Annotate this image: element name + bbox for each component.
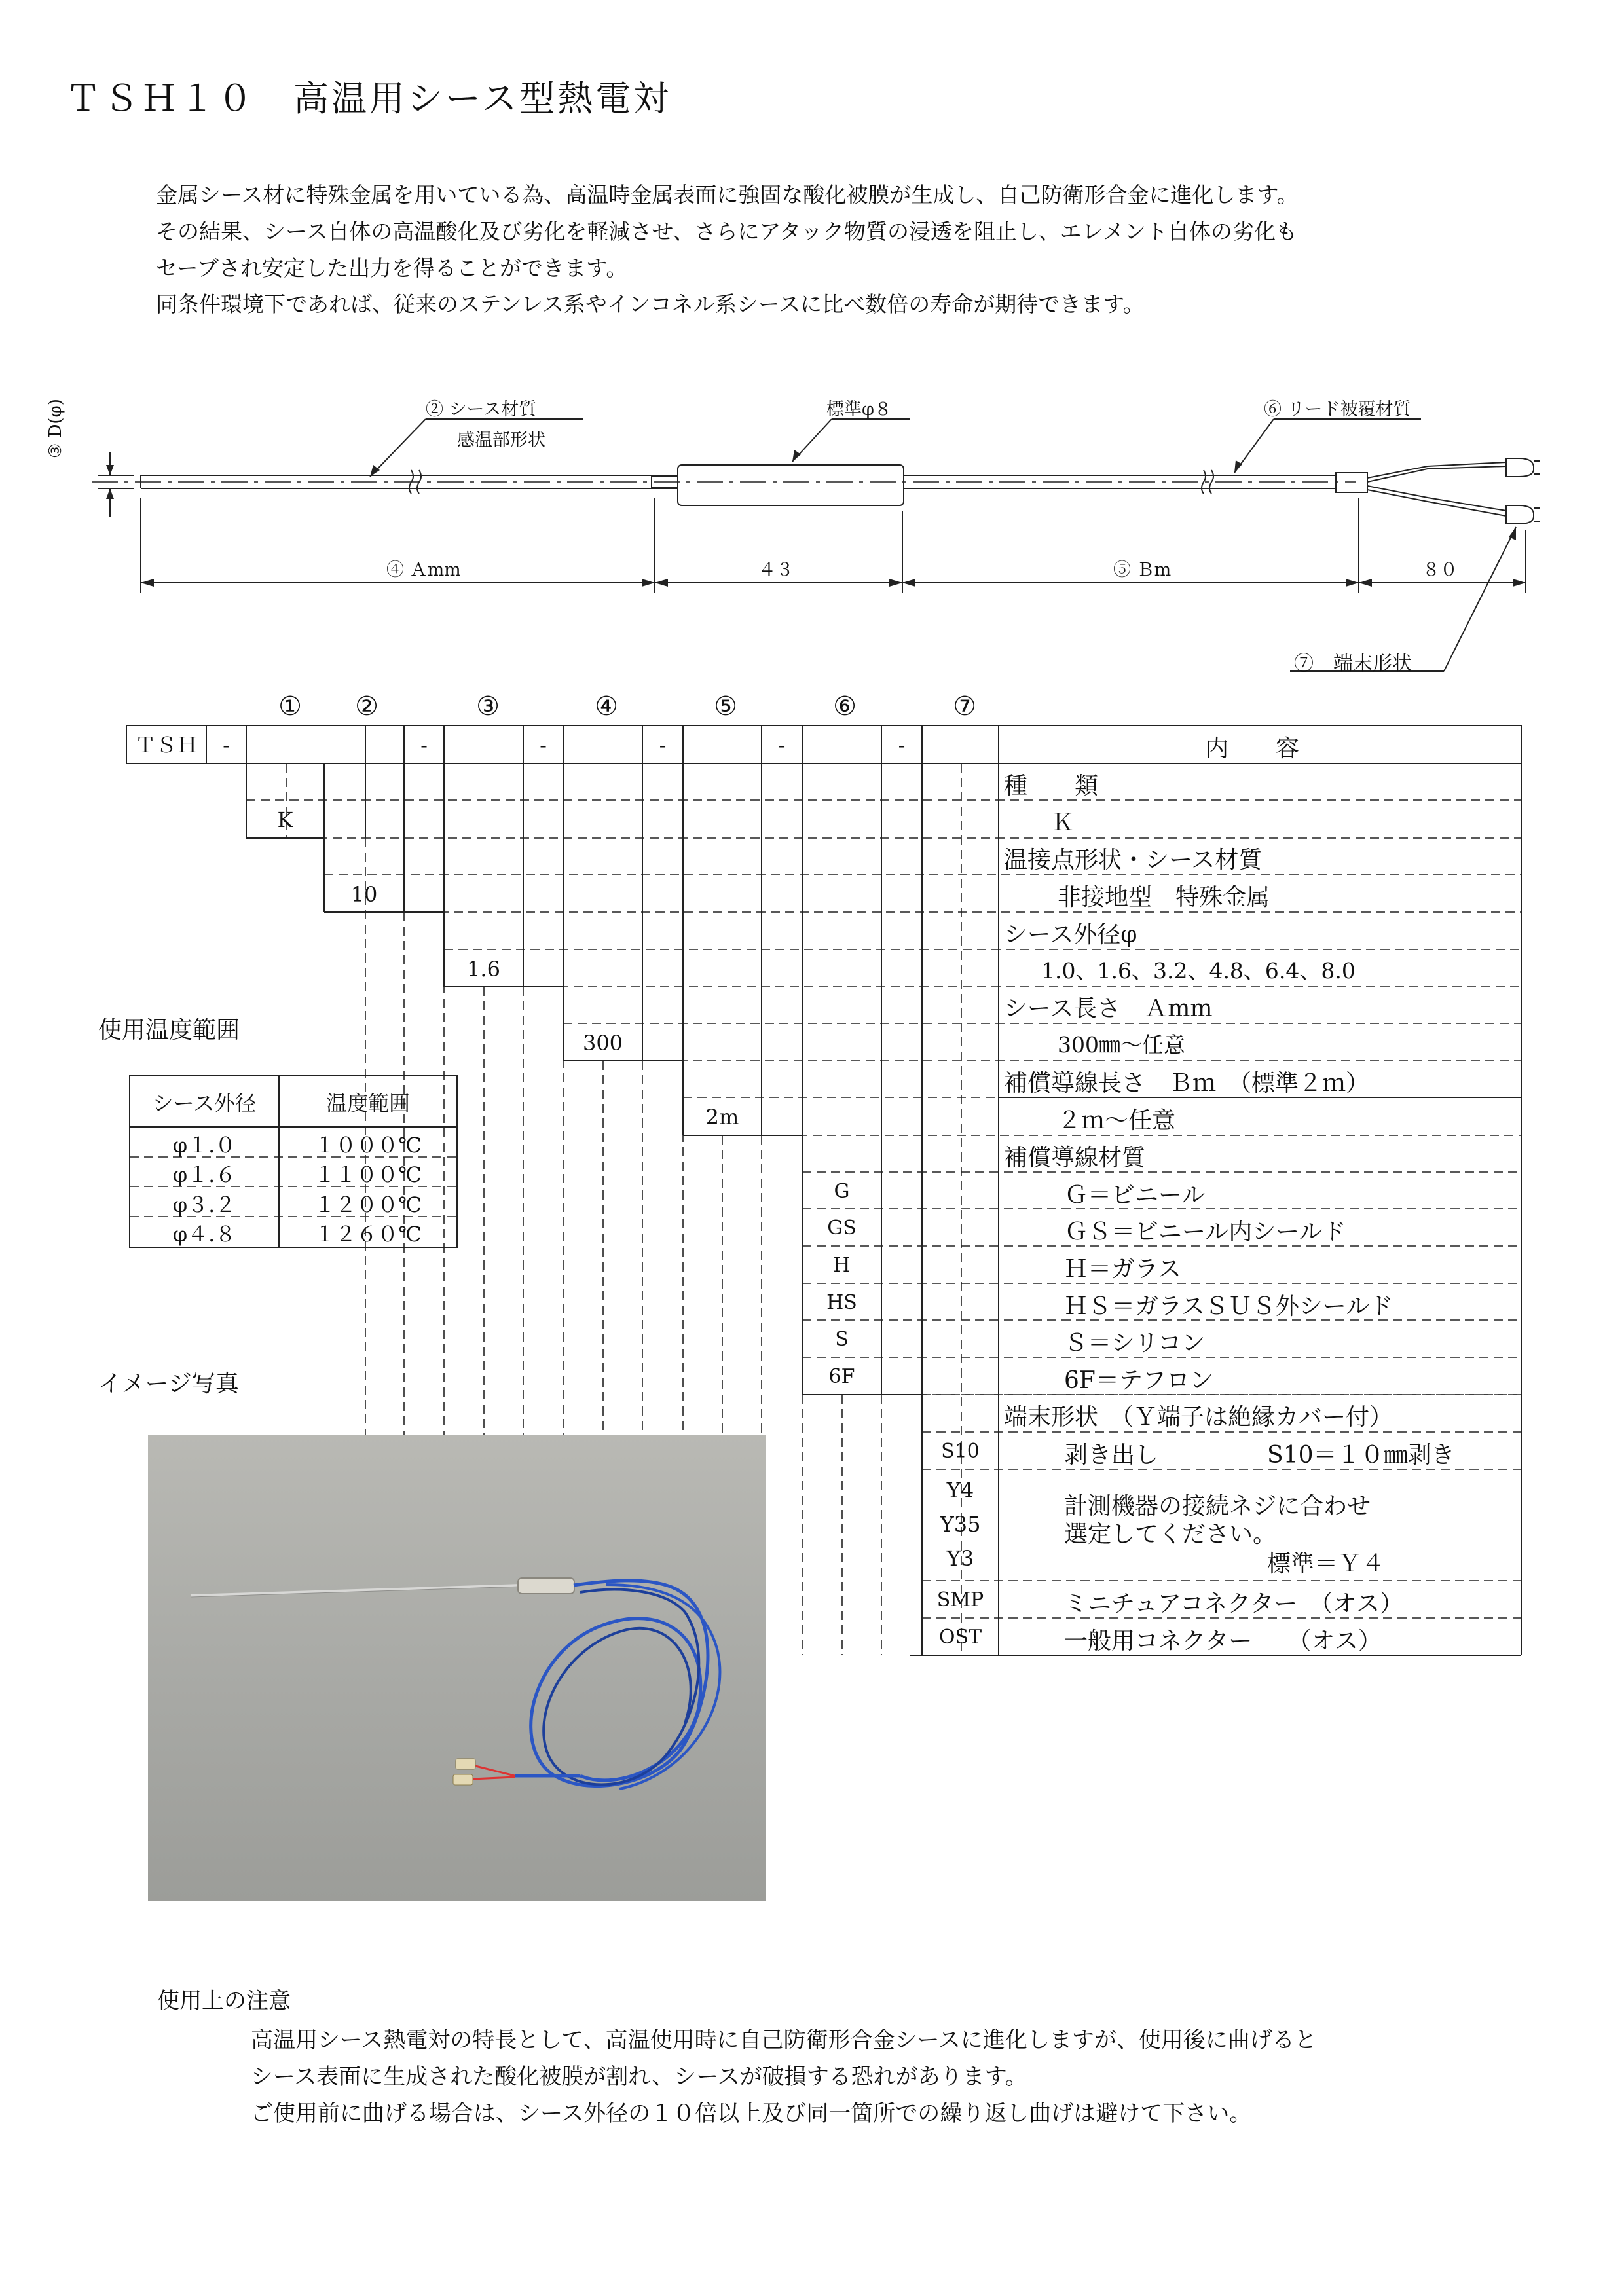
temp-row-od: φ１.６	[172, 1162, 236, 1187]
temp-row-value: １２００℃	[314, 1192, 422, 1217]
temp-col-range: 温度範囲	[325, 1091, 410, 1116]
code-dash: -	[659, 733, 667, 758]
terminal-standard: 標準＝Ｙ４	[1267, 1551, 1386, 1577]
lead-material-desc: Ｇ＝ビニール	[1064, 1182, 1206, 1209]
terminal-shape-label: ⑦ 端末形状	[1294, 652, 1412, 675]
temp-range-heading: 使用温度範囲	[98, 1017, 240, 1044]
type-label: 種 類	[1004, 773, 1099, 799]
junction-code: 10	[350, 882, 378, 907]
code-dash: -	[420, 733, 428, 758]
terminal-label: 端末形状 （Ｙ端子は絶縁カバー付）	[1004, 1404, 1393, 1431]
terminal-desc: 一般用コネクター （オス）	[1064, 1628, 1382, 1655]
content-header: 内 容	[1205, 735, 1300, 762]
lead-material-label: 補償導線材質	[1004, 1145, 1146, 1171]
circled-number: ⑦	[953, 691, 976, 722]
dimension-43-label: ４３	[758, 560, 794, 580]
lead-material-code: G	[834, 1180, 850, 1203]
terminal-code: SMP	[936, 1588, 984, 1611]
length-label: シース長さ Ａmm	[1004, 995, 1213, 1022]
terminal-code: S10	[941, 1440, 980, 1463]
lead-material-code: HS	[826, 1291, 857, 1314]
lead-cover-label: ⑥ リード被覆材質	[1264, 399, 1411, 420]
terminal-desc: 選定してください。	[1064, 1521, 1277, 1548]
lead-length-value: ２ｍ～任意	[1058, 1107, 1176, 1134]
circled-number: ④	[595, 691, 618, 722]
code-dash: -	[223, 733, 230, 758]
length-code: 300	[582, 1031, 623, 1056]
terminal-note: S10＝１０㎜剥き	[1267, 1442, 1455, 1469]
length-value: 300㎜～任意	[1058, 1032, 1185, 1057]
temp-row-od: φ４.８	[172, 1222, 236, 1247]
temp-row-value: １１００℃	[314, 1162, 422, 1187]
lead-material-desc: 6F＝テフロン	[1064, 1367, 1213, 1394]
photo-heading: イメージ写真	[98, 1370, 239, 1397]
dimension-b-label: ⑤ Ｂm	[1113, 560, 1172, 580]
sensing-shape-label: 感温部形状	[457, 430, 545, 450]
junction-label: 温接点形状・シース材質	[1004, 847, 1263, 873]
intro-line: セーブされ安定した出力を得ることができます。	[156, 255, 628, 281]
type-value: Ｋ	[1051, 809, 1075, 836]
diameter-label: ③ D(φ)	[46, 399, 65, 458]
terminal-code: Y4	[946, 1478, 974, 1503]
code-dash: -	[898, 733, 906, 758]
temp-row-value: １２６０℃	[314, 1222, 422, 1247]
lead-material-desc: ＧＳ＝ビニール内シールド	[1064, 1219, 1346, 1245]
temp-col-od: シース外径	[152, 1091, 257, 1116]
lead-material-code: S	[835, 1328, 849, 1351]
lead-length-label: 補償導線長さ Ｂｍ （標準２ｍ）	[1004, 1070, 1370, 1097]
terminal-desc: 剥き出し	[1064, 1442, 1159, 1469]
terminal-code: Y3	[946, 1546, 974, 1571]
notes-line: シース表面に生成された酸化被膜が割れ、シースが破損する恐れがあります。	[251, 2064, 1027, 2090]
terminal-code: OST	[938, 1626, 982, 1649]
circled-number: ①	[278, 691, 302, 722]
lead-length-code: 2m	[705, 1105, 739, 1129]
intro-line: 金属シース材に特殊金属を用いている為、高温時金属表面に強固な酸化被膜が生成し、自己防衛形合金に進化します。	[156, 182, 1299, 208]
code-prefix: ＴＳＨ	[134, 733, 198, 758]
standard-diameter-label: 標準φ８	[826, 399, 892, 420]
od-value: 1.0、1.6、3.2、4.8、6.4、8.0	[1041, 958, 1356, 983]
intro-line: その結果、シース自体の高温酸化及び劣化を軽減させ、さらにアタック物質の浸透を阻止し、エレメント自体の劣化も	[156, 219, 1298, 244]
circled-number: ⑥	[833, 691, 857, 722]
junction-value: 非接地型 特殊金属	[1058, 884, 1270, 911]
dimension-80-label: ８０	[1422, 560, 1458, 580]
product-photo	[148, 1435, 766, 1901]
lead-material-code: 6F	[828, 1365, 855, 1388]
temp-row-od: φ３.２	[172, 1192, 236, 1217]
temp-range-grid	[0, 0, 524, 1257]
lead-material-code: H	[833, 1254, 851, 1277]
code-dash: -	[778, 733, 786, 758]
intro-line: 同条件環境下であれば、従来のステンレス系やインコネル系シースに比べ数倍の寿命が期待できます。	[156, 291, 1145, 317]
lead-material-desc: Ｓ＝シリコン	[1064, 1330, 1206, 1357]
od-code: 1.6	[467, 957, 500, 982]
circled-number: ③	[476, 691, 500, 722]
notes-line: ご使用前に曲げる場合は、シース外径の１０倍以上及び同一箇所での繰り返し曲げは避けて下さい。	[251, 2101, 1252, 2127]
type-code: K	[277, 807, 293, 832]
lead-material-desc: ＨＳ＝ガラスＳＵＳ外シールド	[1064, 1293, 1393, 1320]
circled-number: ②	[355, 691, 378, 722]
code-dash: -	[540, 733, 547, 758]
terminal-desc: 計測機器の接続ネジに合わせ	[1064, 1493, 1371, 1520]
circled-number: ⑤	[714, 691, 737, 722]
notes-heading: 使用上の注意	[157, 1988, 291, 2014]
lead-material-desc: Ｈ＝ガラス	[1064, 1256, 1181, 1283]
od-label: シース外径φ	[1004, 921, 1137, 948]
notes-line: 高温用シース熱電対の特長として、高温使用時に自己防衛形合金シースに進化しますが、使用後に曲げると	[251, 2027, 1317, 2053]
temp-row-od: φ１.０	[172, 1133, 236, 1158]
sheath-material-label: ② シース材質	[426, 399, 537, 420]
temp-row-value: １０００℃	[314, 1133, 422, 1158]
terminal-code: Y35	[940, 1512, 981, 1537]
page-title: ＴＳＨ１０ 高温用シース型熱電対	[65, 78, 672, 119]
lead-material-code: GS	[827, 1217, 857, 1239]
terminal-desc: ミニチュアコネクター （オス）	[1064, 1590, 1404, 1617]
dimension-a-label: ④ Ａmm	[386, 560, 461, 580]
